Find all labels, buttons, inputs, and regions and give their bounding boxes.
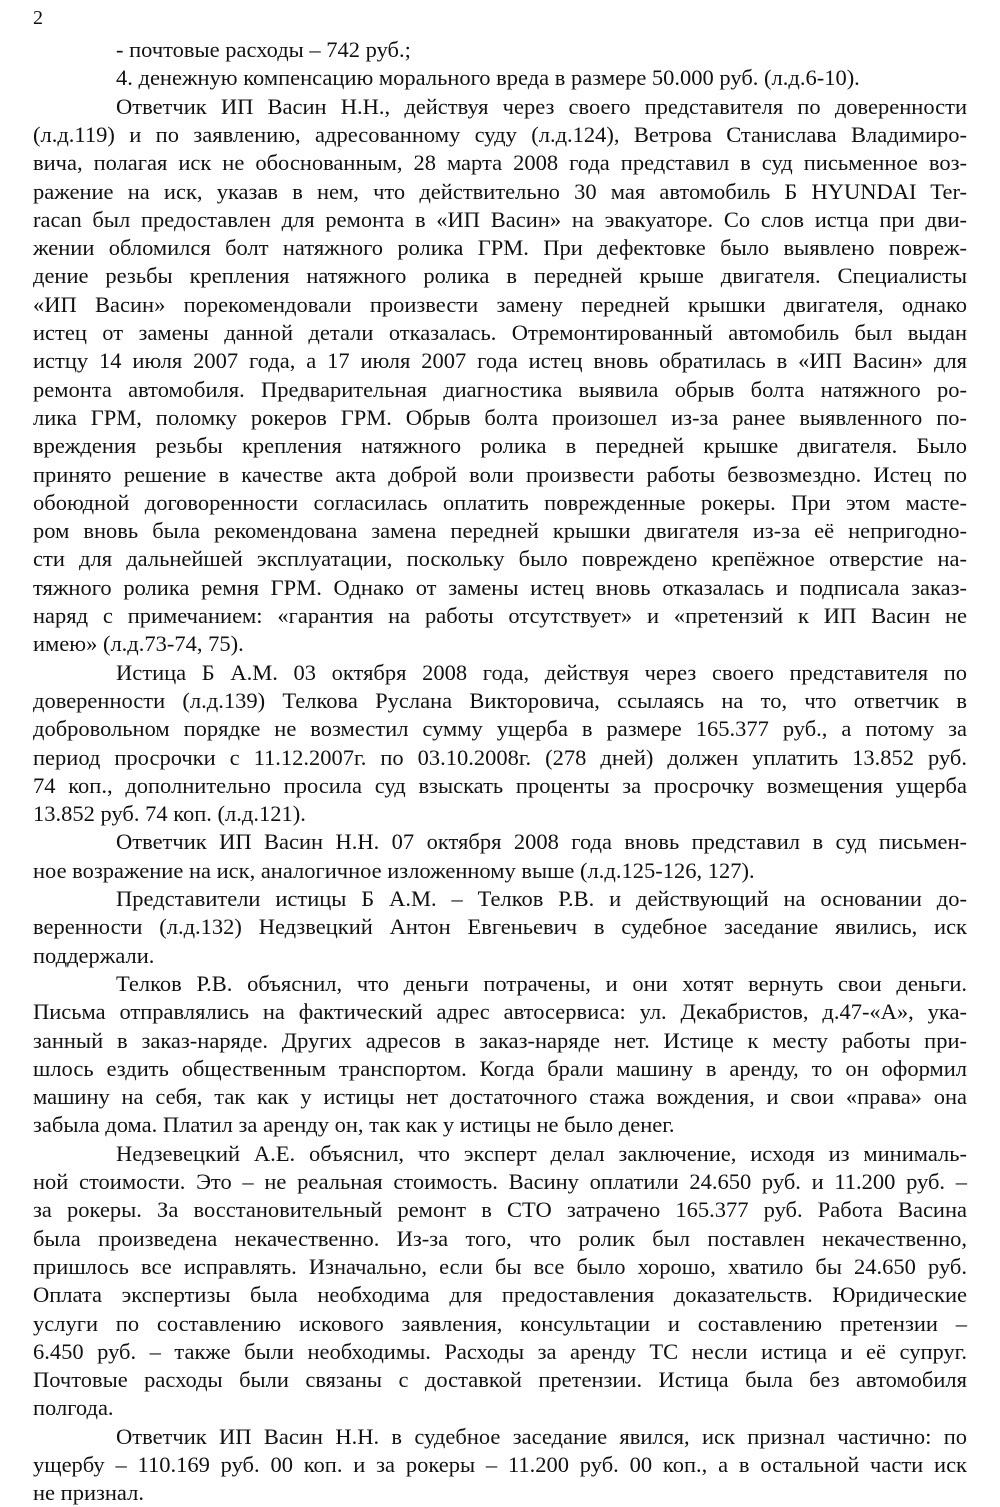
text-line: ной стоимости. Это – не реальная стоимость. Васину оплатили 24.650 руб. и 11.200 руб. – xyxy=(33,1169,967,1194)
text-line: тяжного ролика ремня ГРМ. Однако от замены истец вновь отказалась и подписала заказ- xyxy=(33,574,967,600)
text-line: Почтовые расходы были связаны с доставкой претензии. Истица была без автомобиля xyxy=(33,1367,967,1393)
text-line: Представители истицы Б А.М. – Телков Р.В. и действующий на основании до- xyxy=(116,886,967,911)
text-line: жении обломился болт натяжного ролика ГРМ. При дефектовке было выявлено повреж- xyxy=(33,235,967,261)
text-line: Недзевецкий А.Е. объяснил, что эксперт делал заключение, исходя из минималь- xyxy=(116,1140,967,1166)
text-line: лика ГРМ, поломку рокеров ГРМ. Обрыв болта произошел из-за ранее выявленного по- xyxy=(33,404,967,430)
text-line: Оплата экспертизы была необходима для предоставления доказательств. Юридические xyxy=(33,1282,967,1308)
text-line: не признал. xyxy=(33,1480,144,1506)
text-line: добровольном порядке не возместил сумму ущерба в размере 165.377 руб., а потому за xyxy=(33,716,967,742)
text-line: период просрочки с 11.12.2007г. по 03.10.2008г. (278 дней) должен уплатить 13.852 руб. xyxy=(33,744,967,770)
text-line: занный в заказ-наряде. Других адресов в заказ-наряде нет. Истице к месту работы при- xyxy=(33,1027,967,1053)
text-line: за рокеры. За восстановительный ремонт в СТО затрачено 165.377 руб. Работа Васина xyxy=(33,1197,967,1223)
text-line: ремонта автомобиля. Предварительная диагностика выявила обрыв болта натяжного ро- xyxy=(33,376,967,402)
text-line: веренности (л.д.132) Недзвецкий Антон Евгеньевич в судебное заседание явились, иск xyxy=(33,914,967,940)
text-line: Ответчик ИП Васин Н.Н., действуя через своего представителя по доверенности xyxy=(116,93,967,119)
text-line: Телков Р.В. объяснил, что деньги потрачены, и они хотят вернуть свои деньги. xyxy=(116,970,967,996)
text-line: «ИП Васин» порекомендовали произвести замену передней крышки двигателя, однако xyxy=(33,291,967,317)
text-line: ром вновь была рекомендована замена передней крышки двигателя из-за её непригодно- xyxy=(33,518,967,544)
text-line: пришлось все исправлять. Изначально, если бы все было хорошо, хватило бы 24.650 руб. xyxy=(33,1253,967,1279)
text-line: забыла дома. Платил за аренду он, так как у истицы не было денег. xyxy=(33,1112,675,1138)
text-line: услуги по составлению искового заявления, консультации и составлению претензии – xyxy=(33,1310,967,1336)
text-line: наряд с примечанием: «гарантия на работы отсутствует» и «претензий к ИП Васин не xyxy=(33,603,967,628)
text-line: 6.450 руб. – также были необходимы. Расходы за аренду ТС несли истица и её супруг. xyxy=(33,1338,967,1364)
text-line: - почтовые расходы – 742 руб.; xyxy=(116,37,411,62)
text-line: 13.852 руб. 74 коп. (л.д.121). xyxy=(33,801,306,827)
text-line: вича, полагая иск не обоснованным, 28 марта 2008 года представил в суд письменное воз- xyxy=(33,150,967,176)
text-line: принято решение в качестве акта доброй воли произвести работы безвозмездно. Истец по xyxy=(33,461,967,487)
text-line: машину на себя, так как у истицы нет достаточного стажа вождения, и свои «права» она xyxy=(33,1084,967,1110)
text-line: шлось ездить общественным транспортом. Когда брали машину в аренду, то он оформил xyxy=(33,1055,967,1081)
text-line: 74 коп., дополнительно просила суд взыскать проценты за просрочку возмещения ущерба xyxy=(33,772,967,798)
text-line: поддержали. xyxy=(33,942,155,968)
text-line: обоюдной договоренности согласилась оплатить поврежденные рокеры. При этом масте- xyxy=(33,489,967,515)
text-line: доверенности (л.д.139) Телкова Руслана Викторовича, ссылаясь на то, что ответчик в xyxy=(33,687,967,713)
text-line: (л.д.119) и по заявлению, адресованному суду (л.д.124), Ветрова Станислава Владимиро- xyxy=(33,121,967,147)
text-line: ное возражение на иск, аналогичное изложенному выше (л.д.125-126, 127). xyxy=(33,857,755,883)
text-line: Письма отправлялись на фактический адрес автосервиса: ул. Декабристов, д.47-«А», ука- xyxy=(33,999,967,1025)
text-line: racan был предоставлен для ремонта в «ИП Васин» на эвакуаторе. Со слов истца при дви- xyxy=(33,206,967,232)
text-line: ражение на иск, указав в нем, что действительно 30 мая автомобиль Б HYUNDAI Ter- xyxy=(33,178,967,204)
text-line: истец от замены данной детали отказалась. Отремонтированный автомобиль был выдан xyxy=(33,320,967,345)
text-line: Ответчик ИП Васин Н.Н. 07 октября 2008 года вновь представил в суд письмен- xyxy=(116,829,967,855)
text-line: дение резьбы крепления натяжного ролика в передней крыше двигателя. Специалисты xyxy=(33,263,967,289)
page-number: 2 xyxy=(33,7,43,29)
text-line: Ответчик ИП Васин Н.Н. в судебное заседание явился, иск признал частично: по xyxy=(116,1423,967,1449)
text-line: сти для дальнейшей эксплуатации, поскольку было повреждено крепёжное отверстие на- xyxy=(33,546,967,572)
text-line: истцу 14 июля 2007 года, а 17 июля 2007 года истец вновь обратилась в «ИП Васин» для xyxy=(33,348,967,374)
text-line: вреждения резьбы крепления натяжного ролика в передней крышке двигателя. Было xyxy=(33,433,967,459)
text-line: Истица Б А.М. 03 октября 2008 года, действуя через своего представителя по xyxy=(116,659,967,685)
text-line: полгода. xyxy=(33,1395,114,1421)
text-line: имею» (л.д.73-74, 75). xyxy=(33,631,244,657)
text-line: была произведена некачественно. Из-за того, что ролик был поставлен некачественно, xyxy=(33,1225,967,1251)
text-line: ущербу – 110.169 руб. 00 коп. и за рокеры – 11.200 руб. 00 коп., а в остальной части иск xyxy=(33,1452,967,1477)
text-line: 4. денежную компенсацию морального вреда в размере 50.000 руб. (л.д.6-10). xyxy=(116,65,860,91)
